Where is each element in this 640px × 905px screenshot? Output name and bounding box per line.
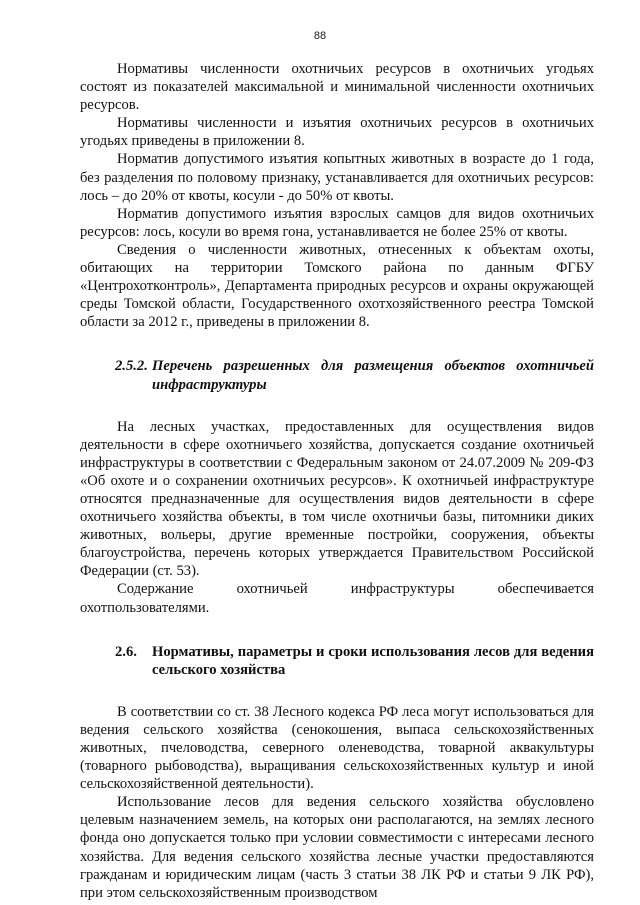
- paragraph: На лесных участках, предоставленных для осуществления видов деятельности в сфере охотничьего хозяйства, допускается создание охотничьей инфраструктуры в соответствии с Федеральным законом от 24.07.2009 № 209-ФЗ «Об охоте и о сохранении охотничьих ресурсов». К охотничьей инфраструктуре относятся предназначенные для осуществления видов деятельности в сфере охотничьего хозяйства объекты, в том числе охотничьи базы, питомники диких животных, вольеры, другие временные постройки, сооружения, объекты благоустройства, перечень которых утверждается Правительством Российской Федерации (ст. 53).: [80, 418, 594, 580]
- section-title: Перечень разрешенных для размещения объектов охотничьей инфраструктуры: [152, 358, 594, 393]
- section-heading-2-6: [80, 643, 594, 679]
- section-heading-2-5-2: [80, 357, 594, 393]
- page-number: 88: [313, 30, 327, 42]
- paragraph: Использование лесов для ведения сельского хозяйства обусловлено целевым назначением земель, на которых они располагаются, на землях лесного фонда оно допускается только при условии совместимости с интересами лесного хозяйства. Для ведения сельского хозяйства лесные участки предоставляются гражданам и юридическим лицам (часть 3 статьи 38 ЛК РФ и статьи 9 ЛК РФ), при этом сельскохозяйственным производством: [80, 794, 594, 901]
- paragraph: Нормативы численности охотничьих ресурсов в охотничьих угодьях состоят из показателей максимальной и минимальной численности охотничьих ресурсов.: [80, 61, 594, 114]
- paragraph: Содержание охотничьей инфраструктуры обеспечивается охотпользователями.: [80, 581, 594, 616]
- section-number: 2.6.: [115, 643, 137, 660]
- paragraph: Норматив допустимого изъятия копытных животных в возрасте до 1 года, без разделения по половому признаку, устанавливается для охотничьих ресурсов: лось – до 20% от квоты, косули - до 50% от квоты.: [80, 151, 594, 204]
- section-number: 2.5.2.: [115, 358, 148, 375]
- paragraph: В соответствии со ст. 38 Лесного кодекса РФ леса могут использоваться для ведения сельского хозяйства (сенокошения, выпаса сельскохозяйственных животных, пчеловодства, северного оленеводства, товарной аквакультуры (товарного рыбоводства), выращивания сельскохозяйственных культур и иной сельскохозяйственной деятельности).: [80, 703, 594, 793]
- paragraph: Норматив допустимого изъятия взрослых самцов для видов охотничьих ресурсов: лось, косули во время гона, устанавливается не более 25% от квоты.: [80, 205, 594, 240]
- page-body: [80, 60, 594, 902]
- section-title: Нормативы, параметры и сроки использования лесов для ведения сельского хозяйства: [152, 643, 594, 678]
- paragraph: Сведения о численности животных, отнесенных к объектам охоты, обитающих на территории Томского района по данным ФГБУ «Центрохотконтроль», Департамента природных ресурсов и охраны окружающей среды Томской области, Государственного охотхозяйственного реестра Томской области за 2012 г., приведены в приложении 8.: [80, 241, 594, 331]
- paragraph: Нормативы численности и изъятия охотничьих ресурсов в охотничьих угодьях приведены в приложении 8.: [80, 115, 594, 150]
